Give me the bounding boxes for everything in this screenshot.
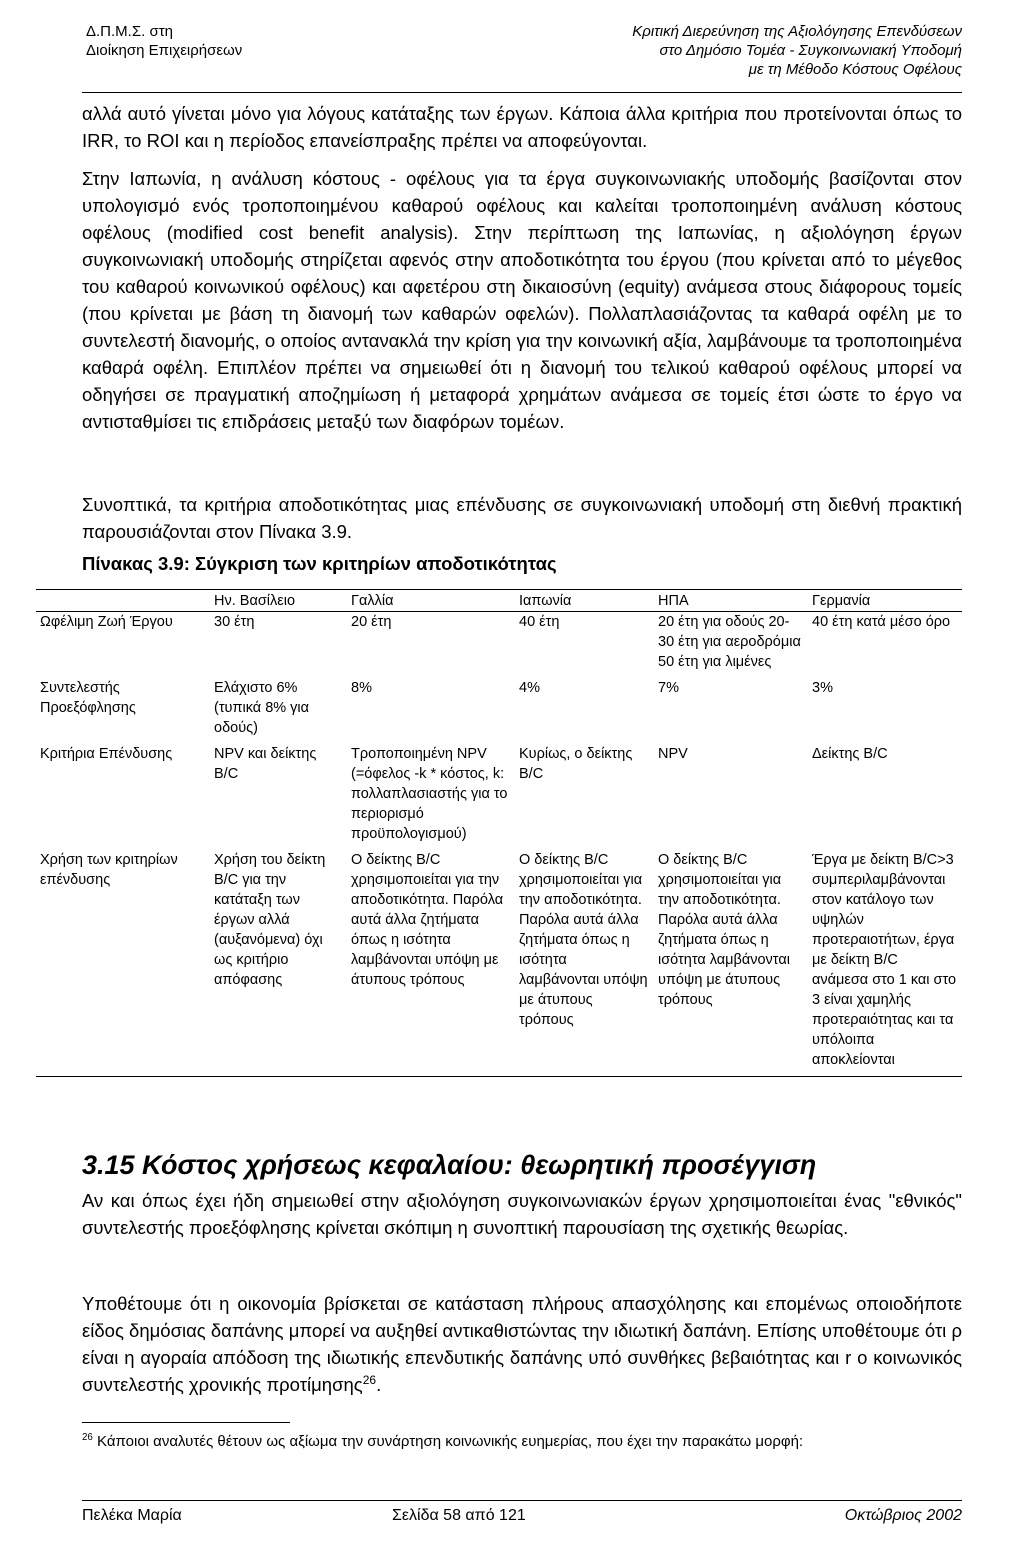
table-header-cell: Ιαπωνία [515,590,654,612]
table-cell: 20 έτη [351,614,392,630]
footnote-number: 26 [82,1432,93,1443]
table-cell: Δείκτης B/C [812,746,888,762]
table-cell: Ωφέλιμη Ζωή Έργου [40,614,173,630]
table-cell: Χρήση των κριτηρίων επένδυσης [36,850,210,1077]
comparison-table [36,589,962,1077]
header-divider [82,92,962,93]
table-header-cell: Γερμανία [808,590,962,612]
paragraph-4: Αν και όπως έχει ήδη σημειωθεί στην αξιολόγηση συγκοινωνιακών έργων χρησιμοποιείται ένας "εθνικός" συντελεστής προεξόφλησης κρίνεται σκόπιμη η συνοπτική παρουσίαση της σχετικής θεωρίας. [82,1190,962,1238]
header-thesis-title-2: στο Δημόσιο Τομέα - Συγκοινωνιακή Υποδομή [659,42,962,59]
table-cell: Ο δείκτης B/C χρησιμοποιείται για την αποδοτικότητα. Παρόλα αυτά άλλα ζητήματα όπως η ισότητα λαμβάνονται υπόψη με άτυπους τρόπους [654,850,808,1077]
table-header-row [36,590,962,612]
table-cell: Χρήση του δείκτη B/C για την κατάταξη των έργων αλλά (αυξανόμενα) όχι ως κριτήριο απόφασης [210,850,347,1077]
table-cell: Ελάχιστο 6% (τυπικά 8% για οδούς) [214,680,310,736]
table-cell: NPV και δείκτης B/C [214,746,317,782]
header-thesis-title-3: με τη Μέθοδο Κόστους Οφέλους [748,61,962,78]
paragraph-5-end: . [376,1374,382,1395]
footnote-divider [82,1422,290,1423]
table-cell: 40 έτη κατά μέσο όρο [812,614,951,630]
header-right [632,22,962,79]
table-row [36,850,962,1077]
table-row [36,678,962,744]
footnote-reference[interactable]: 26 [362,1372,377,1387]
table-row [36,612,962,679]
paragraph-3: Συνοπτικά, τα κριτήρια αποδοτικότητας μιας επένδυσης σε συγκοινωνιακή υποδομή στη διεθνή πρακτική παρουσιάζονται στον Πίνακα 3.9. [82,494,962,542]
table-cell: 7% [658,680,679,696]
table-cell: Συντελεστής Προεξόφλησης [40,680,136,716]
header-department: Διοίκηση Επιχειρήσεων [86,42,243,59]
table-cell: NPV [658,746,688,762]
paragraph-1: αλλά αυτό γίνεται μόνο για λόγους κατάταξης των έργων. Κάποια άλλα κριτήρια που προτείνονται όπως το IRR, το ROI και η περίοδος επανείσπραξης πρέπει να αποφεύγονται. [82,103,962,151]
paragraph-5-text: Υποθέτουμε ότι η οικονομία βρίσκεται σε κατάσταση πλήρους απασχόλησης και επομένως οποιοδήποτε είδος δημόσιας δαπάνης μπορεί να αυξηθεί αντικαθιστώντας την ιδιωτική δαπάνη. Επίσης υποθέτουμε ότι ρ είναι η αγοραία απόδοση της ιδιωτικής επενδυτικής δαπάνης υπό συνθήκες βεβαιότητας και r ο κοινωνικός συντελεστής χρονικής προτίμησης [82,1293,962,1395]
table-cell: 8% [351,680,372,696]
table-cell: Τροποποιημένη NPV (=όφελος -k * κόστος, k: πολλαπλασιαστής για το περιορισμό προϋπολογισμού) [351,746,508,842]
table-cell: 3% [812,680,833,696]
header-left [86,22,242,60]
footer-date: Οκτώβριος 2002 [844,1507,962,1524]
footnote-text: Κάποιοι αναλυτές θέτουν ως αξίωμα την συνάρτηση κοινωνικής ευημερίας, που έχει την παρακάτω μορφή: [97,1433,804,1450]
table-cell: 30 έτη [214,614,255,630]
table-header-cell: ΗΠΑ [654,590,808,612]
footer-page-number: Σελίδα 58 από 121 [392,1507,526,1524]
table-header-cell: Ην. Βασίλειο [210,590,347,612]
table-cell: Ο δείκτης B/C χρησιμοποιείται για την αποδοτικότητα. Παρόλα αυτά άλλα ζητήματα όπως η ισότητα λαμβάνονται υπόψη με άτυπους τρόπους [515,850,654,1077]
table-cell: 40 έτη [519,614,560,630]
table-caption: Πίνακας 3.9: Σύγκριση των κριτηρίων αποδοτικότητας [82,553,557,574]
paragraph-2: Στην Ιαπωνία, η ανάλυση κόστους - οφέλους για τα έργα συγκοινωνιακής υποδομής βασίζονται στον υπολογισμό ενός τροποποιημένου καθαρού οφέλους και καλείται τροποποιημένη ανάλυση κόστους οφέλους (modified cost benefit analysis). Στην περίπτωση της Ιαπωνίας, η αξιολόγηση έργων συγκοινωνιακή υποδομής στηρίζεται αφενός στην αποδοτικότητα του έργου (που κρίνεται από το μέγεθος του καθαρού κοινωνικού οφέλους) και αφετέρου στη δικαιοσύνη (equity) ανάμεσα στους διάφορους τομείς (που κρίνεται με βάση τη διανομή των καθαρών οφελών). Πολλαπλασιάζοντας τα καθαρά οφέλη με το συντελεστή διανομής, ο οποίος αντανακλά την κρίση για την κοινωνική αξία, λαμβάνουμε τα τροποποιημένα καθαρά οφέλη. Επιπλέον πρέπει να σημειωθεί ότι η διανομή του τελικού καθαρού οφέλους μπορεί να οδηγήσει σε πραγματική αποζημίωση ή μεταφορά χρημάτων ανάμεσα σε τομείς έτσι ώστε το έργο να αντισταθμίσει τις επιδράσεις μεταξύ των διαφόρων τομέων. [82,168,962,432]
header-thesis-title-1: Κριτική Διερεύνηση της Αξιολόγησης Επενδύσεων [632,23,962,40]
footnote [82,1432,962,1452]
table-cell: Ο δείκτης B/C χρησιμοποιείται για την αποδοτικότητα. Παρόλα αυτά άλλα ζητήματα όπως η ισότητα λαμβάνονται υπόψη με άτυπους τρόπους [347,850,515,1077]
footer-divider [82,1500,962,1501]
paragraph-5 [82,1290,962,1398]
table-cell: Κριτήρια Επένδυσης [40,746,173,762]
footer-author: Πελέκα Μαρία [82,1507,182,1524]
table-header-cell: Γαλλία [347,590,515,612]
table-cell: Κυρίως, ο δείκτης B/C [519,746,633,782]
table-row [36,744,962,850]
table-cell: 4% [519,680,540,696]
section-heading: 3.15 Κόστος χρήσεως κεφαλαίου: θεωρητική προσέγγιση [82,1150,817,1180]
table-cell: Έργα με δείκτη B/C>3 συμπεριλαμβάνονται στον κατάλογο των υψηλών προτεραιοτήτων, έργα με δείκτη B/C ανάμεσα στο 1 και στο 3 είναι χαμηλής προτεραιότητας και τα υπόλοιπα αποκλείονται [808,850,962,1077]
table-cell: 20 έτη για οδούς 20-30 έτη για αεροδρόμια 50 έτη για λιμένες [658,614,801,670]
table-header-cell [36,590,210,612]
header-program: Δ.Π.Μ.Σ. στη [86,23,173,40]
